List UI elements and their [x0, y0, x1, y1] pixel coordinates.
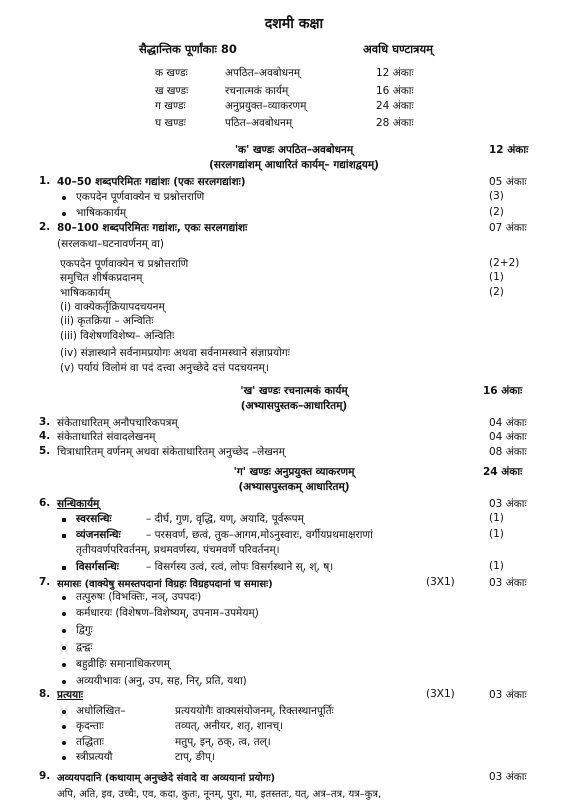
section-label: घ खण्डः — [155, 117, 186, 129]
sub-item-marks: (1) — [489, 271, 504, 283]
sub-item: भाषिककार्यम् — [76, 207, 127, 219]
sub-item-marks: (1) — [489, 512, 504, 524]
sub-item-marks: (3) — [489, 190, 504, 202]
list-item: (ii) कृतक्रिया – अन्वितिः — [60, 315, 154, 327]
section-marks: 12 अंकाः — [376, 67, 414, 79]
item-marks: 04 अंकाः — [489, 417, 527, 429]
section-marks: 28 अंकाः — [376, 117, 414, 129]
section-ga-marks: 24 अंकाः — [483, 466, 523, 478]
sub-item-marks: (2) — [489, 286, 504, 298]
item-text: संकेताधारितम् अनौपचारिकपत्रम् — [57, 417, 178, 429]
section-topic: पठित–अवबोधनम् — [225, 117, 293, 129]
sandhi-label: विसर्गसन्धिः — [76, 561, 119, 573]
bullet-icon — [62, 629, 66, 633]
pratyaya-label: तद्धिताः — [76, 736, 104, 748]
bullet-icon — [62, 566, 66, 570]
item-number: 6. — [39, 497, 51, 509]
sandhi-label: स्वरसन्धिः — [76, 513, 112, 525]
exam-duration: अवधि घण्टात्रयम् — [363, 42, 434, 56]
item-marks: 07 अंकाः — [489, 222, 527, 234]
item-count: (3X1) — [426, 688, 455, 700]
item-number: 8. — [39, 688, 51, 700]
item-text: संकेताधारितं संवादलेखनम् — [57, 431, 156, 443]
list-item: तत्पुरुषः (विभक्तिः, नञ्, उपपदः) — [76, 591, 202, 603]
item-title: 40–50 शब्दपरिमितः गद्यांशः (एकः सरलगद्यांशः) — [57, 176, 246, 188]
pratyaya-text: तव्यत्, अनीयर, शतृ, शानच्। — [175, 720, 284, 732]
bullet-icon — [62, 663, 66, 667]
section-ka-marks: 12 अंकाः — [489, 144, 529, 156]
pratyaya-label: अधोलिखित– — [76, 705, 126, 717]
item-number: 2. — [39, 221, 51, 233]
section-kha-heading: 'ख' खण्डः रचनात्मकं कार्यम् — [240, 385, 348, 397]
pratyaya-label: स्त्रीप्रत्ययौ — [76, 751, 113, 763]
pratyaya-text: मतुप्, इन्, ठक्, त्व, तल्। — [175, 736, 271, 748]
item-marks: 03 अंकाः — [489, 771, 527, 783]
sandhi-text: – विसर्गस्य उत्वं, रत्वं, लोपः विसर्गस्थाने स्, श्, ष्। — [146, 561, 334, 573]
item-text: चित्राधारितम् वर्णनम् अथवा संकेताधारितम् अनुच्छेद –लेखनम् — [57, 446, 285, 458]
item-number: 5. — [39, 445, 51, 457]
sub-item-marks: (1) — [489, 528, 504, 540]
sub-item: एकपदेन पूर्णवाक्येन च प्रश्नोत्तराणि — [76, 191, 205, 203]
sandhi-text: – दीर्घ, गुण, वृद्धि, यण्, अयादि, पूर्वरूपम् — [146, 513, 304, 525]
bullet-icon — [62, 741, 66, 745]
item-marks: 08 अंकाः — [489, 446, 527, 458]
list-item: (v) पर्यायं विलोमं वा पदं दत्त्वा अनुच्छेदे दत्तं पदचयनम्। — [60, 362, 269, 374]
pratyaya-label: कृदन्ताः — [76, 720, 104, 732]
section-label: ख खण्डः — [155, 85, 189, 97]
item-note: (सरलकथा–घटनावर्णनम् वा) — [57, 238, 164, 250]
item-marks: 03 अंकाः — [489, 689, 527, 701]
section-marks: 16 अंकाः — [376, 85, 414, 97]
item-marks: 04 अंकाः — [489, 431, 527, 443]
item-marks: 03 अंकाः — [489, 577, 527, 589]
sub-item: भाषिककार्यम् — [60, 287, 111, 299]
section-topic: अपठित–अवबोधनम् — [225, 67, 301, 79]
item-number: 4. — [39, 430, 51, 442]
list-item: (i) वाक्येकर्तृक्रियापदचयनम् — [60, 301, 165, 313]
avyaya-list: अपि, अति, इव, उच्चैः, एव, कदा, कुतः, नूनम्, पुरा, मा, इतस्ततः, यत्, अत्र–तत्र, यत्र–कुत्र, — [57, 789, 382, 800]
list-item: द्विगुः — [76, 624, 93, 636]
item-marks: 03 अंकाः — [489, 498, 527, 510]
list-item: अव्ययीभावः (अनु, उप, सह, निर्, प्रति, यथा) — [76, 675, 247, 687]
item-title: अव्ययपदानि (कथायाम् अनुच्छेदे संवादे वा अव्ययानां प्रयोगः) — [57, 773, 276, 784]
sub-item: एकपदेन पूर्णवाक्येन च प्रश्नोत्तराणि — [60, 258, 189, 270]
item-number: 7. — [39, 576, 51, 588]
section-marks: 24 अंकाः — [376, 100, 414, 112]
sub-item-marks: (2+2) — [489, 257, 520, 269]
item-number: 9. — [39, 770, 51, 782]
section-label: ग खण्डः — [155, 100, 186, 112]
section-ka-subheading: (सरलगद्यांशम् आधारितं कार्यम्– गद्यांशद्वयम्) — [209, 159, 379, 171]
bullet-icon — [62, 612, 66, 616]
sub-item: समुचित शीर्षकप्रदानम् — [60, 272, 143, 284]
section-ga-subheading: (अभ्यासपुस्तकम् आधारितम्) — [238, 481, 350, 493]
list-item: बहुव्रीहिः समानाधिकरणम् — [76, 658, 170, 670]
item-title: प्रत्ययाः — [57, 689, 84, 701]
sandhi-text: – परसवर्ण, छत्वं, तुक–आगम,मोऽनुस्वारः, वर्गीयप्रथमाक्षराणां — [146, 529, 373, 541]
list-item: द्वन्द्वः — [76, 641, 93, 653]
sandhi-text-cont: तृतीयवर्णपरिवर्तनम्, प्रथमवर्णस्य, पंचमवर्णे परिवर्तनम्। — [76, 544, 280, 556]
sub-item-marks: (2) — [489, 206, 504, 218]
theory-marks: सैद्धान्तिक पूर्णांकाः 80 — [139, 42, 237, 56]
bullet-icon — [62, 534, 66, 538]
bullet-icon — [62, 710, 66, 714]
section-label: क खण्डः — [155, 67, 188, 79]
bullet-icon — [62, 518, 66, 522]
list-item: (iii) विशेषणविशेष्य– अन्वितिः — [60, 330, 175, 342]
item-title: समासः (वाक्येषु समस्तपदानां विग्रहः विग्रहपदानां च समासः) — [57, 579, 273, 590]
bullet-icon — [62, 596, 66, 600]
list-item: (iv) संज्ञास्थाने सर्वनामप्रयोगः अथवा सर्वनामस्थाने संज्ञाप्रयोगः — [60, 347, 290, 359]
section-topic: अनुप्रयुक्त–व्याकरणम् — [225, 100, 307, 112]
item-marks: 05 अंकाः — [489, 176, 527, 188]
bullet-icon — [62, 680, 66, 684]
bullet-icon — [62, 756, 66, 760]
section-kha-marks: 16 अंकाः — [483, 385, 523, 397]
section-topic: रचनात्मकं कार्यम् — [225, 85, 289, 97]
bullet-icon — [62, 725, 66, 729]
item-count: (3X1) — [426, 576, 455, 588]
page-title: दशमी कक्षा — [264, 16, 324, 32]
pratyaya-text: प्रत्यययोगैः वाक्यसंयोजनम्, रिक्तस्थानपूर्तिः — [175, 705, 334, 717]
bullet-icon — [62, 196, 66, 200]
item-title: 80–100 शब्दपरिमितः गद्यांशः, एकः सरलगद्यांशः — [57, 222, 248, 234]
section-ga-heading: 'ग' खण्डः अनुप्रयुक्त व्याकरणम् — [233, 466, 355, 478]
item-number: 3. — [39, 416, 51, 428]
section-kha-subheading: (अभ्यासपुस्तक–आधारितम्) — [240, 400, 348, 412]
sandhi-label: व्यंजनसन्धिः — [76, 529, 121, 541]
list-item: कर्मधारयः (विशेषण–विशेष्यम्, उपनाम–उपमेयम्) — [76, 607, 259, 619]
section-ka-heading: 'क' खण्डः अपठित–अवबोधनम् — [234, 144, 354, 156]
sub-item-marks: (1) — [489, 560, 504, 572]
bullet-icon — [62, 646, 66, 650]
item-number: 1. — [39, 175, 51, 187]
item-title: सन्धिकार्यम् — [57, 498, 100, 510]
pratyaya-text: टाप्, ङीप्। — [175, 751, 216, 763]
bullet-icon — [62, 212, 66, 216]
